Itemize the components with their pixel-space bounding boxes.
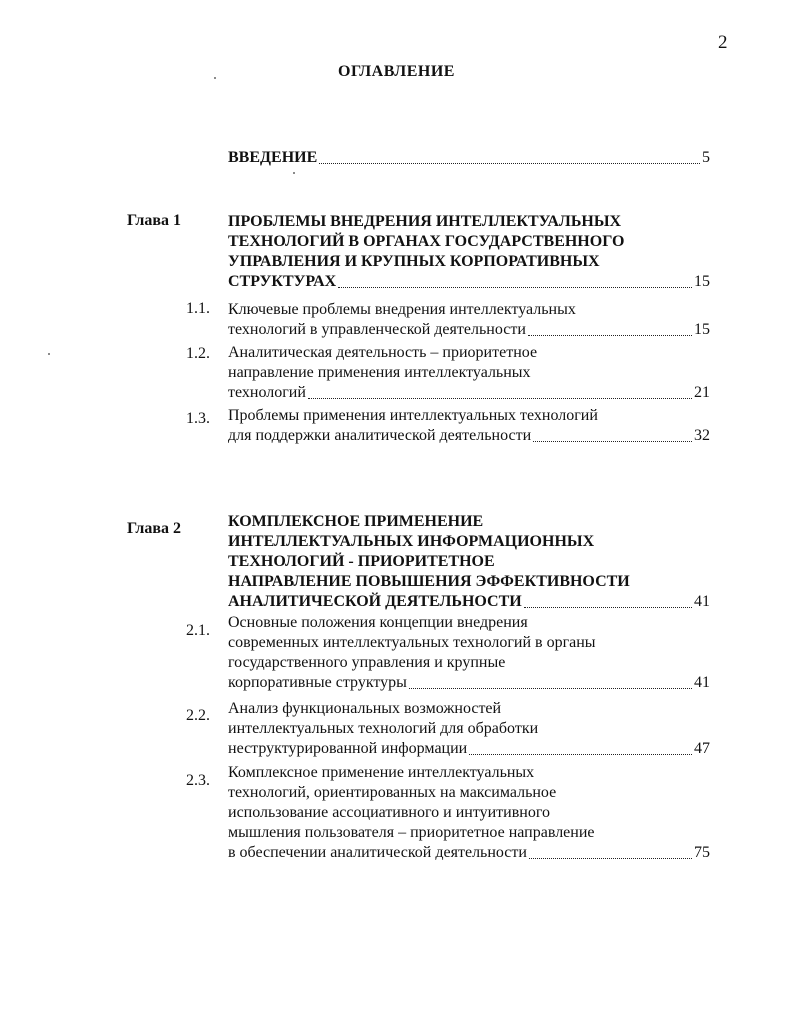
chapter-1-label: Глава 1 (127, 212, 181, 229)
section-line: Аналитическая деятельность – приоритетное (228, 344, 538, 361)
section-line: современных интеллектуальных технологий в органы (228, 634, 596, 651)
section-last-line (228, 673, 710, 693)
section-line: технологий (228, 384, 306, 401)
toc-entry-1-2[interactable] (228, 343, 710, 403)
chapter-title-line: НАПРАВЛЕНИЕ ПОВЫШЕНИЯ ЭФФЕКТИВНОСТИ (228, 573, 630, 590)
intro-page: 5 (702, 149, 710, 166)
chapter-title-line: ТЕХНОЛОГИЙ В ОРГАНАХ ГОСУДАРСТВЕННОГО (228, 233, 625, 250)
chapter-title-line: ПРОБЛЕМЫ ВНЕДРЕНИЯ ИНТЕЛЛЕКТУАЛЬНЫХ (228, 213, 622, 230)
section-line: Основные положения концепции внедрения (228, 614, 528, 631)
intro-line (228, 148, 710, 168)
section-line: направление применения интеллектуальных (228, 364, 531, 381)
section-number: 2.1. (186, 622, 210, 639)
section-last-line (228, 320, 710, 340)
leader-dots (533, 441, 692, 442)
chapter-1-title[interactable] (228, 212, 710, 292)
scan-speck (293, 172, 295, 174)
toc-entry-1-3[interactable] (228, 406, 710, 446)
section-line: неструктурированной информации (228, 740, 468, 757)
section-last-line (228, 843, 710, 863)
section-line: Комплексное применение интеллектуальных (228, 764, 535, 781)
section-number: 1.3. (186, 410, 210, 427)
section-page: 41 (694, 674, 710, 691)
section-last-line (228, 383, 710, 403)
chapter-title-line: АНАЛИТИЧЕСКОЙ ДЕЯТЕЛЬНОСТИ (228, 593, 522, 610)
chapter-page: 15 (694, 273, 710, 290)
toc-entry-2-2[interactable] (228, 699, 710, 759)
section-last-line (228, 426, 710, 446)
toc-entry-2-1[interactable] (228, 613, 710, 693)
section-line: государственного управления и крупные (228, 654, 506, 671)
section-line: Ключевые проблемы внедрения интеллектуальных (228, 301, 576, 318)
section-line: интеллектуальных технологий для обработки (228, 720, 539, 737)
chapter-title-line: КОМПЛЕКСНОЕ ПРИМЕНЕНИЕ (228, 513, 484, 530)
section-line: Проблемы применения интеллектуальных технологий (228, 407, 598, 424)
section-line: мышления пользователя – приоритетное направление (228, 824, 595, 841)
section-last-line (228, 739, 710, 759)
chapter-page: 41 (694, 593, 710, 610)
leader-dots (308, 398, 692, 399)
chapter-title-line: СТРУКТУРАХ (228, 273, 337, 290)
chapter-title-last-line (228, 592, 710, 612)
toc-entry-2-3[interactable] (228, 763, 710, 863)
section-number: 1.2. (186, 345, 210, 362)
section-page: 47 (694, 740, 710, 757)
section-line: Анализ функциональных возможностей (228, 700, 502, 717)
chapter-2-label: Глава 2 (127, 520, 181, 537)
section-number: 1.1. (186, 300, 210, 317)
scan-speck (214, 77, 216, 79)
section-page: 75 (694, 844, 710, 861)
chapter-title-line: ТЕХНОЛОГИЙ - ПРИОРИТЕТНОЕ (228, 553, 495, 570)
leader-dots (319, 163, 700, 164)
page-number: 2 (718, 32, 728, 53)
section-line: в обеспечении аналитической деятельности (228, 844, 527, 861)
section-line: использование ассоциативного и интуитивного (228, 804, 551, 821)
chapter-title-last-line (228, 272, 710, 292)
section-page: 32 (694, 427, 710, 444)
toc-entry-1-1[interactable] (228, 300, 710, 340)
leader-dots (469, 754, 692, 755)
section-number: 2.3. (186, 772, 210, 789)
section-page: 21 (694, 384, 710, 401)
toc-title: ОГЛАВЛЕНИЕ (338, 63, 455, 80)
section-line: технологий, ориентированных на максимальное (228, 784, 557, 801)
intro-title: ВВЕДЕНИЕ (228, 149, 318, 166)
section-page: 15 (694, 321, 710, 338)
section-number: 2.2. (186, 707, 210, 724)
toc-entry-intro[interactable] (228, 148, 710, 168)
chapter-2-title[interactable] (228, 512, 710, 612)
leader-dots (529, 858, 692, 859)
leader-dots (409, 688, 692, 689)
leader-dots (524, 607, 692, 608)
scan-speck (48, 353, 50, 355)
leader-dots (528, 335, 692, 336)
section-line: технологий в управленческой деятельности (228, 321, 526, 338)
section-line: корпоративные структуры (228, 674, 407, 691)
section-line: для поддержки аналитической деятельности (228, 427, 532, 444)
chapter-title-line: ИНТЕЛЛЕКТУАЛЬНЫХ ИНФОРМАЦИОННЫХ (228, 533, 595, 550)
leader-dots (338, 287, 692, 288)
chapter-title-line: УПРАВЛЕНИЯ И КРУПНЫХ КОРПОРАТИВНЫХ (228, 253, 600, 270)
